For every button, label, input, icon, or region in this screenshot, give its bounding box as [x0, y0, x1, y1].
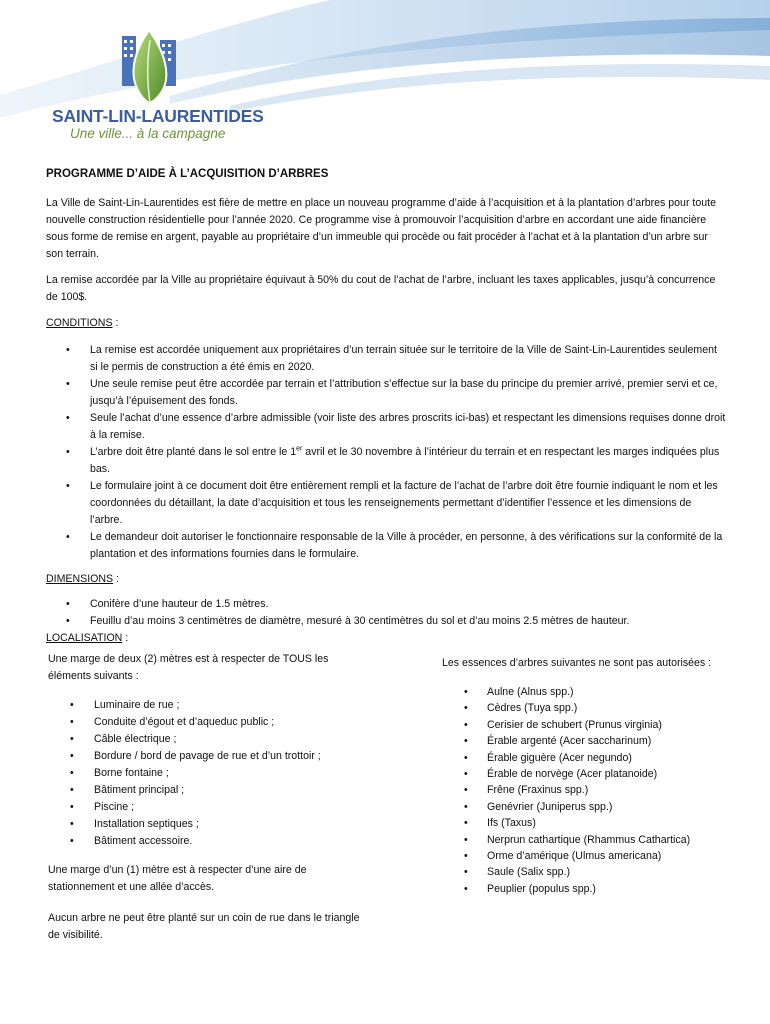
- margin-intro: Une marge de deux (2) mètres est à respecter de TOUS les éléments suivants :: [48, 653, 329, 682]
- planting-text-end: avril et le 30 novembre à l’intérieur du terrain et en respectant les marges indiquées plus bas.: [90, 446, 720, 475]
- planting-text-start: L’arbre doit être planté dans le sol entre le 1: [90, 446, 297, 458]
- page-title: PROGRAMME D’AIDE À L’ACQUISITION D’ARBRES: [46, 168, 329, 180]
- list-item: • Orme d’amérique (Ulmus americana): [442, 848, 722, 864]
- conditions-list: [46, 342, 726, 563]
- list-item: • Une seule remise peut être accordée par terrain et l’attribution s’effectue sur la base du principe du premier arrivé, premier servi et ce, jusqu’à l’épuisement des fonds.: [46, 376, 726, 410]
- list-item: • Frêne (Fraxinus spp.): [442, 782, 722, 798]
- list-item: • Le demandeur doit autoriser le fonctionnaire responsable de la Ville à procéder, en personne, à des vérifications sur la conformité de la plantation et des informations fournies dans le formulaire.: [46, 529, 726, 563]
- margin-elements-list: [48, 697, 368, 850]
- list-item: • Câble électrique ;: [48, 731, 368, 748]
- localisation-heading: LOCALISATION: [46, 632, 123, 644]
- corner-note: Aucun arbre ne peut être planté sur un coin de rue dans le triangle de visibilité.: [48, 912, 360, 941]
- document-body: [46, 166, 726, 951]
- prohibited-species-column: [442, 655, 722, 897]
- intro-paragraph: La Ville de Saint-Lin-Laurentides est fière de mettre en place un nouveau programme d’aide à l’acquisition et à la plantation d’arbres pour toute nouvelle construction résidentielle pour l’année 2020. Ce programme vise à promouvoir l’acquisition d’arbre en accordant une aide financière sous forme de remise en argent, payable au propriétaire d’un immeuble qui procède ou fait procéder à l’achat et à la plantation d’un arbre sur son terrain.: [46, 197, 716, 260]
- conditions-colon: :: [112, 317, 119, 329]
- list-item: • Installation septiques ;: [48, 816, 368, 833]
- list-item: • Borne fontaine ;: [48, 765, 368, 782]
- remise-paragraph: La remise accordée par la Ville au propriétaire équivaut à 50% du cout de l’achat de l’arbre, incluant les taxes applicables, jusqu’à concurrence de 100$.: [46, 274, 716, 303]
- list-item: • Seule l’achat d’une essence d’arbre admissible (voir liste des arbres proscrits ici-bas) et respectant les dimensions requises donne droit à la remise.: [46, 410, 726, 444]
- brand-tagline: Une ville... à la campagne: [70, 126, 226, 141]
- prohibited-species-list: [442, 684, 722, 897]
- list-item: • Aulne (Alnus spp.): [442, 684, 722, 700]
- list-item: • Érable de norvège (Acer platanoide): [442, 766, 722, 782]
- list-item: • Peuplier (populus spp.): [442, 881, 722, 897]
- list-item: • Saule (Salix spp.): [442, 864, 722, 880]
- header-wave-banner: [0, 0, 770, 120]
- margins-column: [48, 651, 368, 944]
- list-item: • Bâtiment accessoire.: [48, 833, 368, 850]
- list-item: • La remise est accordée uniquement aux propriétaires d’un terrain située sur le territoire de la Ville de Saint-Lin-Laurentides seulement si le permis de construction a été émis en 2020.: [46, 342, 726, 376]
- list-item: • Genévrier (Juniperus spp.): [442, 799, 722, 815]
- list-item: • Bâtiment principal ;: [48, 782, 368, 799]
- conditions-section: [46, 315, 726, 563]
- list-item: • Nerprun cathartique (Rhammus Cathartica): [442, 832, 722, 848]
- localisation-section: [46, 630, 726, 951]
- list-item: • Conifère d’une hauteur de 1.5 mètres.: [46, 596, 726, 613]
- conditions-heading: CONDITIONS: [46, 317, 113, 329]
- list-item: • Érable argenté (Acer saccharinum): [442, 733, 722, 749]
- brand-name: SAINT-LIN-LAURENTIDES: [52, 106, 264, 126]
- list-item: • Conduite d’égout et d’aqueduc public ;: [48, 714, 368, 731]
- dimensions-colon: :: [113, 573, 119, 585]
- logo-wordmark: [52, 106, 264, 141]
- list-item: • Le formulaire joint à ce document doit être entièrement rempli et la facture de l’achat de l’arbre doit être fournie indiquant le nom et les coordonnées du détaillant, la date d’acquisition et tous les renseignements permettant d’identifier l’essence et les dimensions de l’arbre.: [46, 478, 726, 529]
- parking-note: Une marge d’un (1) mètre est à respecter d’une aire de stationnement et une allée d’accès.: [48, 864, 307, 893]
- list-item: • Cerisier de schubert (Prunus virginia): [442, 717, 722, 733]
- list-item: • Érable giguère (Acer negundo): [442, 750, 722, 766]
- dimensions-section: [46, 571, 726, 630]
- list-item: • Ifs (Taxus): [442, 815, 722, 831]
- list-item: • Piscine ;: [48, 799, 368, 816]
- dimensions-list: [46, 596, 726, 630]
- dimensions-heading: DIMENSIONS: [46, 573, 114, 585]
- list-item: • Luminaire de rue ;: [48, 697, 368, 714]
- prohibited-intro: Les essences d’arbres suivantes ne sont pas autorisées :: [442, 657, 712, 669]
- list-item: • Cèdres (Tuya spp.): [442, 700, 722, 716]
- list-item: • Bordure / bord de pavage de rue et d’un trottoir ;: [48, 748, 368, 765]
- planting-sup: er: [296, 445, 303, 453]
- list-item: [46, 444, 726, 478]
- list-item: • Feuillu d’au moins 3 centimètres de diamètre, mesuré à 30 centimètres du sol et d’au moins 2.5 mètres de hauteur.: [46, 613, 726, 630]
- localisation-colon: :: [122, 632, 129, 644]
